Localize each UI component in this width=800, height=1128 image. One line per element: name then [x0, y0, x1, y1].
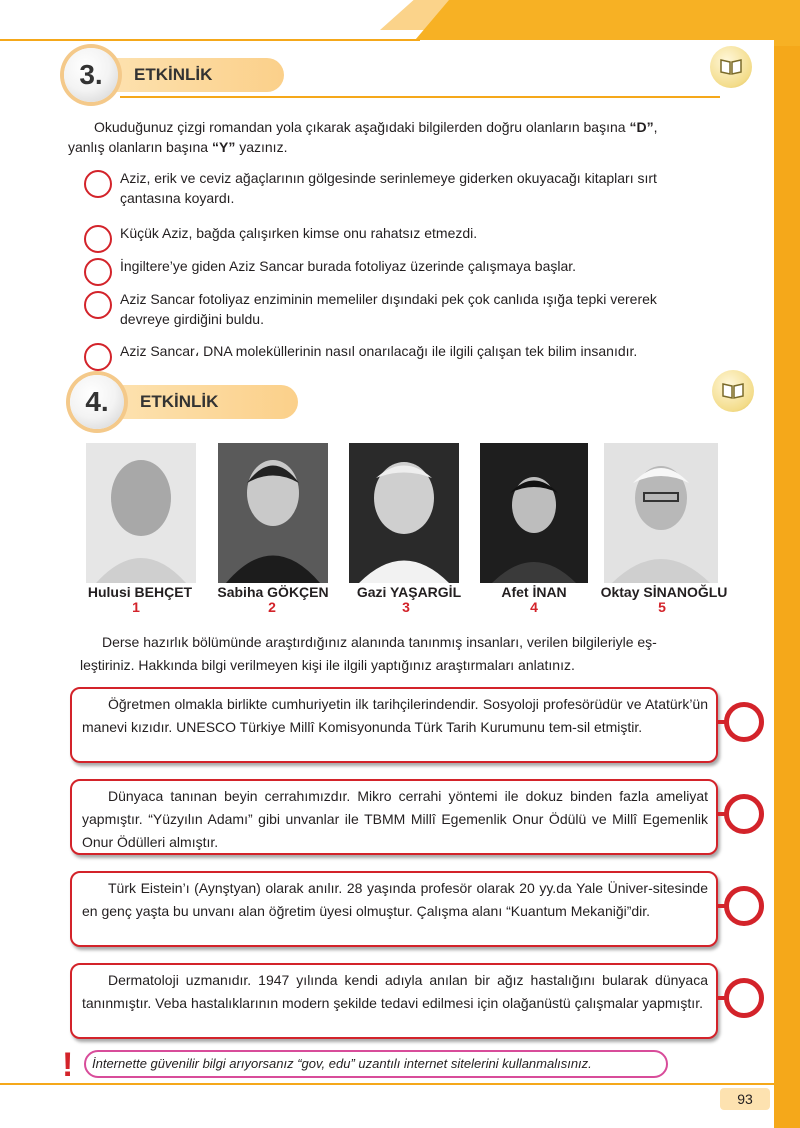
answer-circle[interactable] [84, 170, 112, 198]
activity4-title: ETKİNLİK [140, 392, 219, 411]
dy-item-2 [84, 223, 744, 247]
match-answer-circle[interactable] [724, 794, 764, 834]
photo-hulusi-behcet [86, 443, 196, 583]
instruction-text-2: yanlış olanların başına [68, 139, 212, 155]
match-answer-circle[interactable] [724, 978, 764, 1018]
match-answer-circle[interactable] [724, 702, 764, 742]
person-name-2: Sabiha GÖKÇEN [217, 584, 329, 600]
instruction-end: yazınız. [235, 139, 288, 155]
dy-item-text [120, 289, 740, 329]
person-number-5: 5 [658, 599, 666, 615]
dy-line: İngiltere’ye giden Aziz Sancar burada fotoliyaz üzerinde çalışmaya başlar. [120, 258, 577, 274]
activity4-number: 4. [70, 375, 124, 429]
activity3-title: ETKİNLİK [134, 65, 213, 84]
person-number-2: 2 [268, 599, 276, 615]
info-box-2 [70, 779, 718, 855]
activity4-instruction [80, 631, 748, 677]
dy-item-1 [84, 168, 744, 210]
dy-item-3 [84, 256, 744, 280]
dy-item-text [120, 168, 740, 208]
dy-item-text [120, 223, 740, 243]
person-name-5: Oktay SİNANOĞLU [600, 584, 728, 600]
answer-circle[interactable] [84, 225, 112, 253]
activity3-underline [120, 96, 720, 98]
person-name-4: Afet İNAN [501, 584, 567, 600]
activity4-title-bar [110, 385, 298, 419]
dy-item-5 [84, 341, 744, 365]
dy-line: devreye girdiğini buldu. [120, 311, 264, 327]
person-number-1: 1 [132, 599, 140, 615]
answer-circle[interactable] [84, 258, 112, 286]
info-text: Dermatoloji uzmanıdır. 1947 yılında kendi adıyla anılan bir ağız hastalığını bularak dünyaca tanınmıştır. Veba hastalıklarının modern şekilde tedavi edilmesi için olağanüstü çalışmalar yapmıştır. [82, 972, 708, 1011]
person-number-4: 4 [530, 599, 538, 615]
top-rule [0, 39, 420, 41]
dy-line: Küçük Aziz, bağda çalışırken kimse onu rahatsız etmezdi. [120, 225, 478, 241]
page-number: 93 [720, 1088, 770, 1110]
info-box-1 [70, 687, 718, 763]
answer-circle[interactable] [84, 343, 112, 371]
instruction-line: Derse hazırlık bölümünde araştırdığınız alanında tanınmış insanları, verilen bilgileriyle eş- [102, 634, 657, 650]
dy-line: Aziz Sancar fotoliyaz enziminin memeliler dışındaki pek çok canlıda ışığa tepki vererek [120, 291, 657, 307]
photo-oktay-sinanoglu [604, 443, 718, 583]
match-answer-circle[interactable] [724, 886, 764, 926]
activity4-header [70, 375, 270, 425]
open-book-icon [712, 370, 754, 412]
exclamation-icon: ! [62, 1046, 74, 1084]
instruction-text: Okuduğunuz çizgi romandan yola çıkarak aşağıdaki bilgilerden doğru olanların başına [94, 119, 630, 135]
dy-line: Aziz, erik ve ceviz ağaçlarının gölgesinde serinlemeye giderken okuyacağı kitapları sırt [120, 170, 657, 186]
info-box-3 [70, 871, 718, 947]
photo-afet-inan [480, 443, 588, 583]
instruction-d: “D” [629, 119, 654, 135]
dy-item-text [120, 256, 740, 276]
instruction-y: “Y” [211, 139, 236, 155]
info-text: Dünyaca tanınan beyin cerrahımızdır. Mikro cerrahi yöntemi ile dokuz binden fazla ameliyat yapmıştır. “Yüzyılın Adamı” gibi unvanlar ile TBMM Millî Egemenlik Onur Ödülü ve Millî Egemenlik Onur Ödülleri almıştır. [82, 788, 708, 850]
dy-line: Aziz Sancar، DNA moleküllerinin nasıl onarılacağı ile ilgili çalışan tek bilim insanıdır. [120, 343, 638, 359]
info-text: Türk Eistein’ı (Aynştyan) olarak anılır. 28 yaşında profesör olarak 20 yy.da Yale Üniver-sitesinde en genç yaşta bu unvanı alan öğretim üyesi olmuştur. Çalışma alanı “Kuantum Mekaniği”dir. [82, 880, 708, 919]
person-name-3: Gazi YAŞARGİL [356, 584, 462, 600]
instruction-line: leştiriniz. Hakkında bilgi verilmeyen kişi ile ilgili yaptığınız araştırmaları anlatınız. [80, 657, 575, 673]
right-margin-band [774, 46, 800, 1128]
tip-note [84, 1050, 668, 1078]
bottom-rule [0, 1083, 780, 1085]
instruction-comma: , [653, 119, 658, 135]
activity3-title-bar [104, 58, 284, 92]
open-book-icon [710, 46, 752, 88]
person-number-3: 3 [402, 599, 410, 615]
activity3-number: 3. [64, 48, 118, 102]
activity3-header [64, 48, 264, 98]
answer-circle[interactable] [84, 291, 112, 319]
dy-item-4 [84, 289, 744, 331]
activity3-instruction [68, 117, 758, 157]
tip-text: İnternette güvenilir bilgi arıyorsanız “gov, edu” uzantılı internet sitelerini kullanmalısınız. [92, 1056, 592, 1071]
person-name-1: Hulusi BEHÇET [87, 584, 193, 600]
info-box-4 [70, 963, 718, 1039]
dy-item-text [120, 341, 740, 361]
dy-line: çantasına koyardı. [120, 190, 235, 206]
photo-sabiha-gokcen [218, 443, 328, 583]
photo-gazi-yasargil [349, 443, 459, 583]
info-text: Öğretmen olmakla birlikte cumhuriyetin ilk tarihçilerindendir. Sosyoloji profesörüdür ve Atatürk’ün manevi kızıdır. UNESCO Türkiye Millî Komisyonunda Türk Tarih Kurumunu tem-sil etmiştir. [82, 696, 708, 735]
